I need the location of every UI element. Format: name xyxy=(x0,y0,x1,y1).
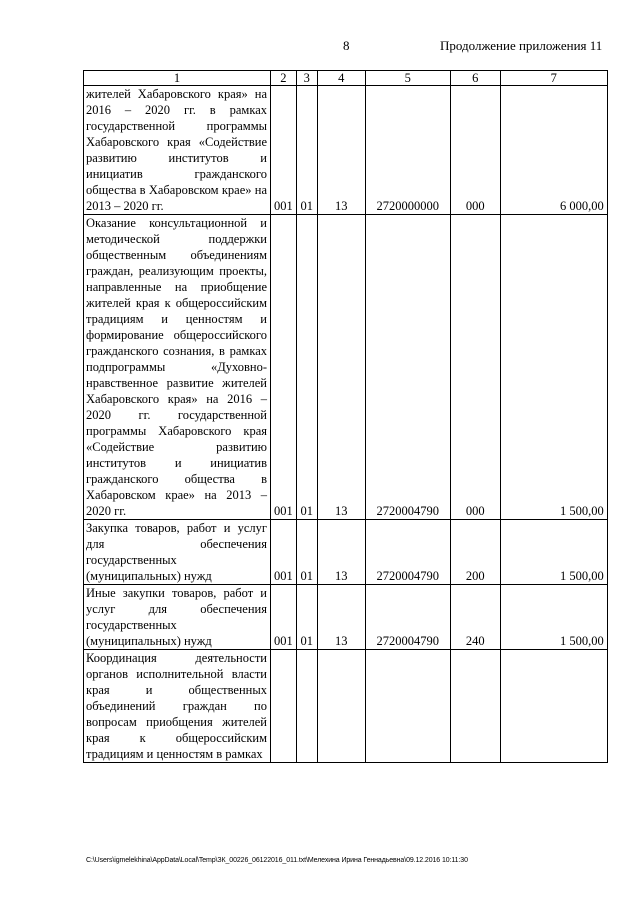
cell-col3: 01 xyxy=(296,86,317,215)
cell-col2: 001 xyxy=(271,86,297,215)
column-header: 5 xyxy=(365,71,450,86)
cell-col6: 000 xyxy=(450,86,500,215)
cell-col7: 1 500,00 xyxy=(500,585,607,650)
cell-col3: 01 xyxy=(296,520,317,585)
cell-col2: 001 xyxy=(271,215,297,520)
cell-col7: 1 500,00 xyxy=(500,520,607,585)
row-description: Закупка товаров, работ и услуг для обеспечения государственных (муниципальных) нужд xyxy=(84,520,271,585)
cell-col7: 6 000,00 xyxy=(500,86,607,215)
row-description: Иные закупки товаров, работ и услуг для обеспечения государственных (муниципальных) нужд xyxy=(84,585,271,650)
table-row xyxy=(84,86,608,215)
column-header: 6 xyxy=(450,71,500,86)
cell-col5: 2720004790 xyxy=(365,215,450,520)
cell-col5: 2720000000 xyxy=(365,86,450,215)
cell-col5: 2720004790 xyxy=(365,520,450,585)
cell-col6: 200 xyxy=(450,520,500,585)
header-row xyxy=(84,71,608,86)
cell-col4 xyxy=(317,650,365,763)
cell-col3: 01 xyxy=(296,585,317,650)
cell-col4: 13 xyxy=(317,86,365,215)
column-header: 3 xyxy=(296,71,317,86)
cell-col5 xyxy=(365,650,450,763)
row-description: жителей Хабаровского края» на 2016 – 2020 гг. в рамках государственной программы Хабаровского края «Содействие развитию институтов и инициатив гражданского общества в Хабаровском крае» на 2013 – 2020 гг. xyxy=(84,86,271,215)
cell-col2 xyxy=(271,650,297,763)
table-row xyxy=(84,215,608,520)
table-row xyxy=(84,585,608,650)
column-header: 4 xyxy=(317,71,365,86)
cell-col2: 001 xyxy=(271,520,297,585)
row-description: Координация деятельности органов исполнительной власти края и общественных объединений граждан по вопросам приобщения жителей края к общероссийским традициям и ценностям в рамках xyxy=(84,650,271,763)
page-number: 8 xyxy=(343,38,350,53)
column-header: 1 xyxy=(84,71,271,86)
cell-col6: 240 xyxy=(450,585,500,650)
cell-col3: 01 xyxy=(296,215,317,520)
cell-col4: 13 xyxy=(317,215,365,520)
appendix-label: Продолжение приложения 11 xyxy=(440,38,603,53)
cell-col2: 001 xyxy=(271,585,297,650)
column-header: 2 xyxy=(271,71,297,86)
row-description: Оказание консультационной и методической поддержки общественным объединениям граждан, реализующим проекты, направленные на приобщение жителей края к общероссийским традициям и ценностям и формирование общероссийского гражданского сознания, в рамках подпрограммы «Духовно-нравственное развитие жителей Хабаровского края» на 2016 – 2020 гг. государственной программы Хабаровского края «Содействие развитию институтов и инициатив гражданского общества в Хабаровском крае» на 2013 – 2020 гг. xyxy=(84,215,271,520)
table-row xyxy=(84,650,608,763)
cell-col5: 2720004790 xyxy=(365,585,450,650)
cell-col4: 13 xyxy=(317,520,365,585)
cell-col7 xyxy=(500,650,607,763)
cell-col4: 13 xyxy=(317,585,365,650)
cell-col6: 000 xyxy=(450,215,500,520)
cell-col3 xyxy=(296,650,317,763)
table-row xyxy=(84,520,608,585)
cell-col7: 1 500,00 xyxy=(500,215,607,520)
footer-file-path: C:\Users\igmelekhina\AppData\Local\Temp\ЗК_00226_06122016_011.txt\Мелехина Ирина Геннадьевна\09.12.2016 10:11:30 xyxy=(86,857,468,864)
budget-table xyxy=(83,70,608,763)
column-header: 7 xyxy=(500,71,607,86)
cell-col6 xyxy=(450,650,500,763)
